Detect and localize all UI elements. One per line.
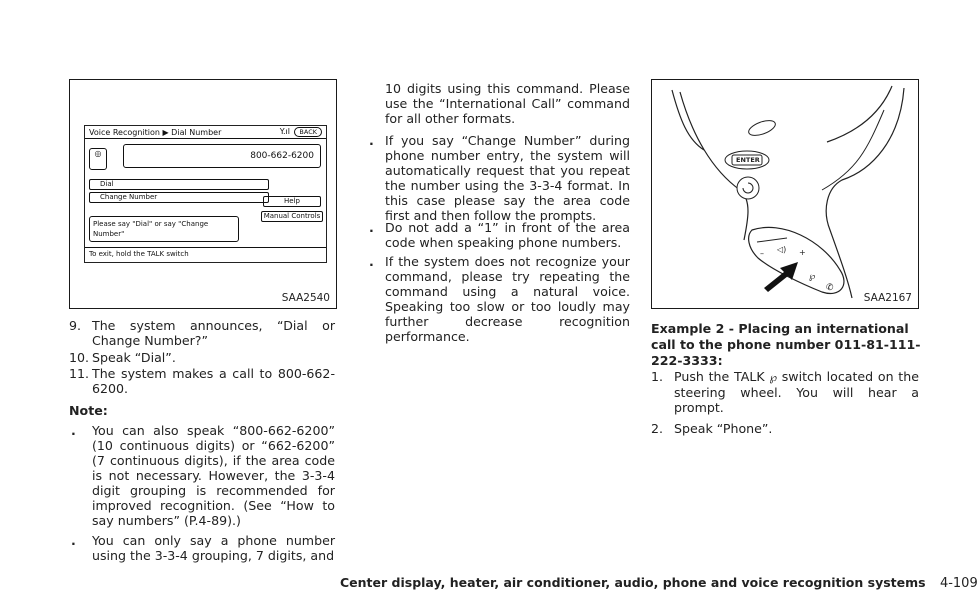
middle-bullet-2	[367, 220, 630, 250]
note-bullet-1	[69, 423, 335, 528]
figure-voice-recognition-screen	[69, 79, 337, 309]
bullet-mark: .	[369, 254, 374, 269]
step-number: 2.	[651, 421, 664, 436]
screen-header: Voice Recognition ▶ Dial Number	[89, 128, 222, 137]
figure-code: SAA2167	[863, 292, 912, 304]
section-title: Center display, heater, air conditioner, audio, phone and voice recognition systems	[340, 575, 926, 590]
bullet-text: If the system does not recognize your command, please try repeating the command using a natural voice. Speaking too slow or too loudly may further decrease recognition performance.	[385, 254, 630, 344]
talk-switch-icon: ℘	[769, 371, 777, 384]
screen-mockup	[84, 125, 327, 263]
header-divider	[85, 138, 326, 139]
step-9	[69, 318, 335, 348]
svg-text:–: –	[760, 249, 764, 258]
step-10	[69, 350, 335, 365]
svg-text:◁): ◁)	[777, 245, 787, 254]
step-text	[674, 369, 919, 415]
steering-wheel-illustration	[652, 80, 918, 308]
bullet-mark: .	[369, 220, 374, 235]
note-bullet-2	[69, 533, 335, 563]
continuation-body: 10 digits using this command. Please use the “International Call” command for all other formats.	[385, 81, 630, 126]
step-text: The system makes a call to 800-662-6200.	[92, 366, 335, 396]
svg-text:✆: ✆	[826, 283, 834, 293]
enter-button-label: ENTER	[736, 156, 760, 164]
page-footer	[340, 575, 978, 591]
figure-code: SAA2540	[281, 292, 330, 304]
step-text: The system announces, “Dial or Change Number?”	[92, 318, 335, 348]
help-button: Help	[263, 196, 321, 207]
bullet-mark: .	[369, 133, 374, 148]
note-label: Note:	[69, 403, 108, 418]
figure-steering-wheel	[651, 79, 919, 309]
continuation-text	[367, 81, 630, 126]
dialed-number: 800-662-6200	[250, 151, 314, 161]
step-text: Speak “Phone”.	[674, 421, 773, 436]
prompt-box: Please say "Dial" or say "Change Number"	[89, 216, 239, 242]
bullet-text: If you say “Change Number” during phone number entry, the system will automatically request that you repeat the number using the 3-3-4 format. In this case please say the area code first and then follow the prompts.	[385, 133, 630, 223]
manual-controls-button: Manual Controls	[261, 211, 323, 222]
step-11	[69, 366, 335, 396]
right-step-2	[651, 421, 919, 436]
middle-bullet-1	[367, 133, 630, 223]
step-number: 11.	[69, 366, 90, 381]
step-number: 1.	[651, 369, 664, 384]
step-text-after: switch located on the steering wheel. You will hear a prompt.	[674, 369, 919, 415]
step-number: 10.	[69, 350, 90, 365]
screen-footer: To exit, hold the TALK switch	[85, 247, 326, 260]
number-display	[123, 144, 321, 168]
dial-option: Dial	[89, 179, 269, 190]
change-number-option: Change Number	[89, 192, 269, 203]
bullet-mark: .	[71, 533, 76, 548]
bullet-text: You can only say a phone number using the 3-3-4 grouping, 7 digits, and	[92, 533, 335, 563]
bullet-text: Do not add a “1” in front of the area code when speaking phone numbers.	[385, 220, 630, 250]
voice-icon: ◎	[89, 148, 107, 170]
svg-text:℘: ℘	[809, 272, 816, 282]
signal-icon: Y.ıl	[279, 127, 290, 136]
step-text-before: Push the TALK	[674, 369, 765, 384]
middle-bullet-3	[367, 254, 630, 344]
page-number: 4-109	[939, 576, 978, 591]
step-number: 9.	[69, 318, 82, 333]
svg-text:+: +	[799, 248, 806, 257]
bullet-mark: .	[71, 423, 76, 438]
back-button: BACK	[294, 127, 322, 137]
bullet-text: You can also speak “800-662-6200” (10 continuous digits) or “662-6200” (7 continuous digits), if the area code is not necessary. However, the 3-3-4 digit grouping is recommended for improved recognition. (See “How to say numbers” (P.4-89).)	[92, 423, 335, 528]
right-step-1	[651, 369, 919, 415]
step-text: Speak “Dial”.	[92, 350, 176, 365]
example-title: Example 2 - Placing an international call to the phone number 011-81-111-222-3333:	[651, 321, 921, 368]
